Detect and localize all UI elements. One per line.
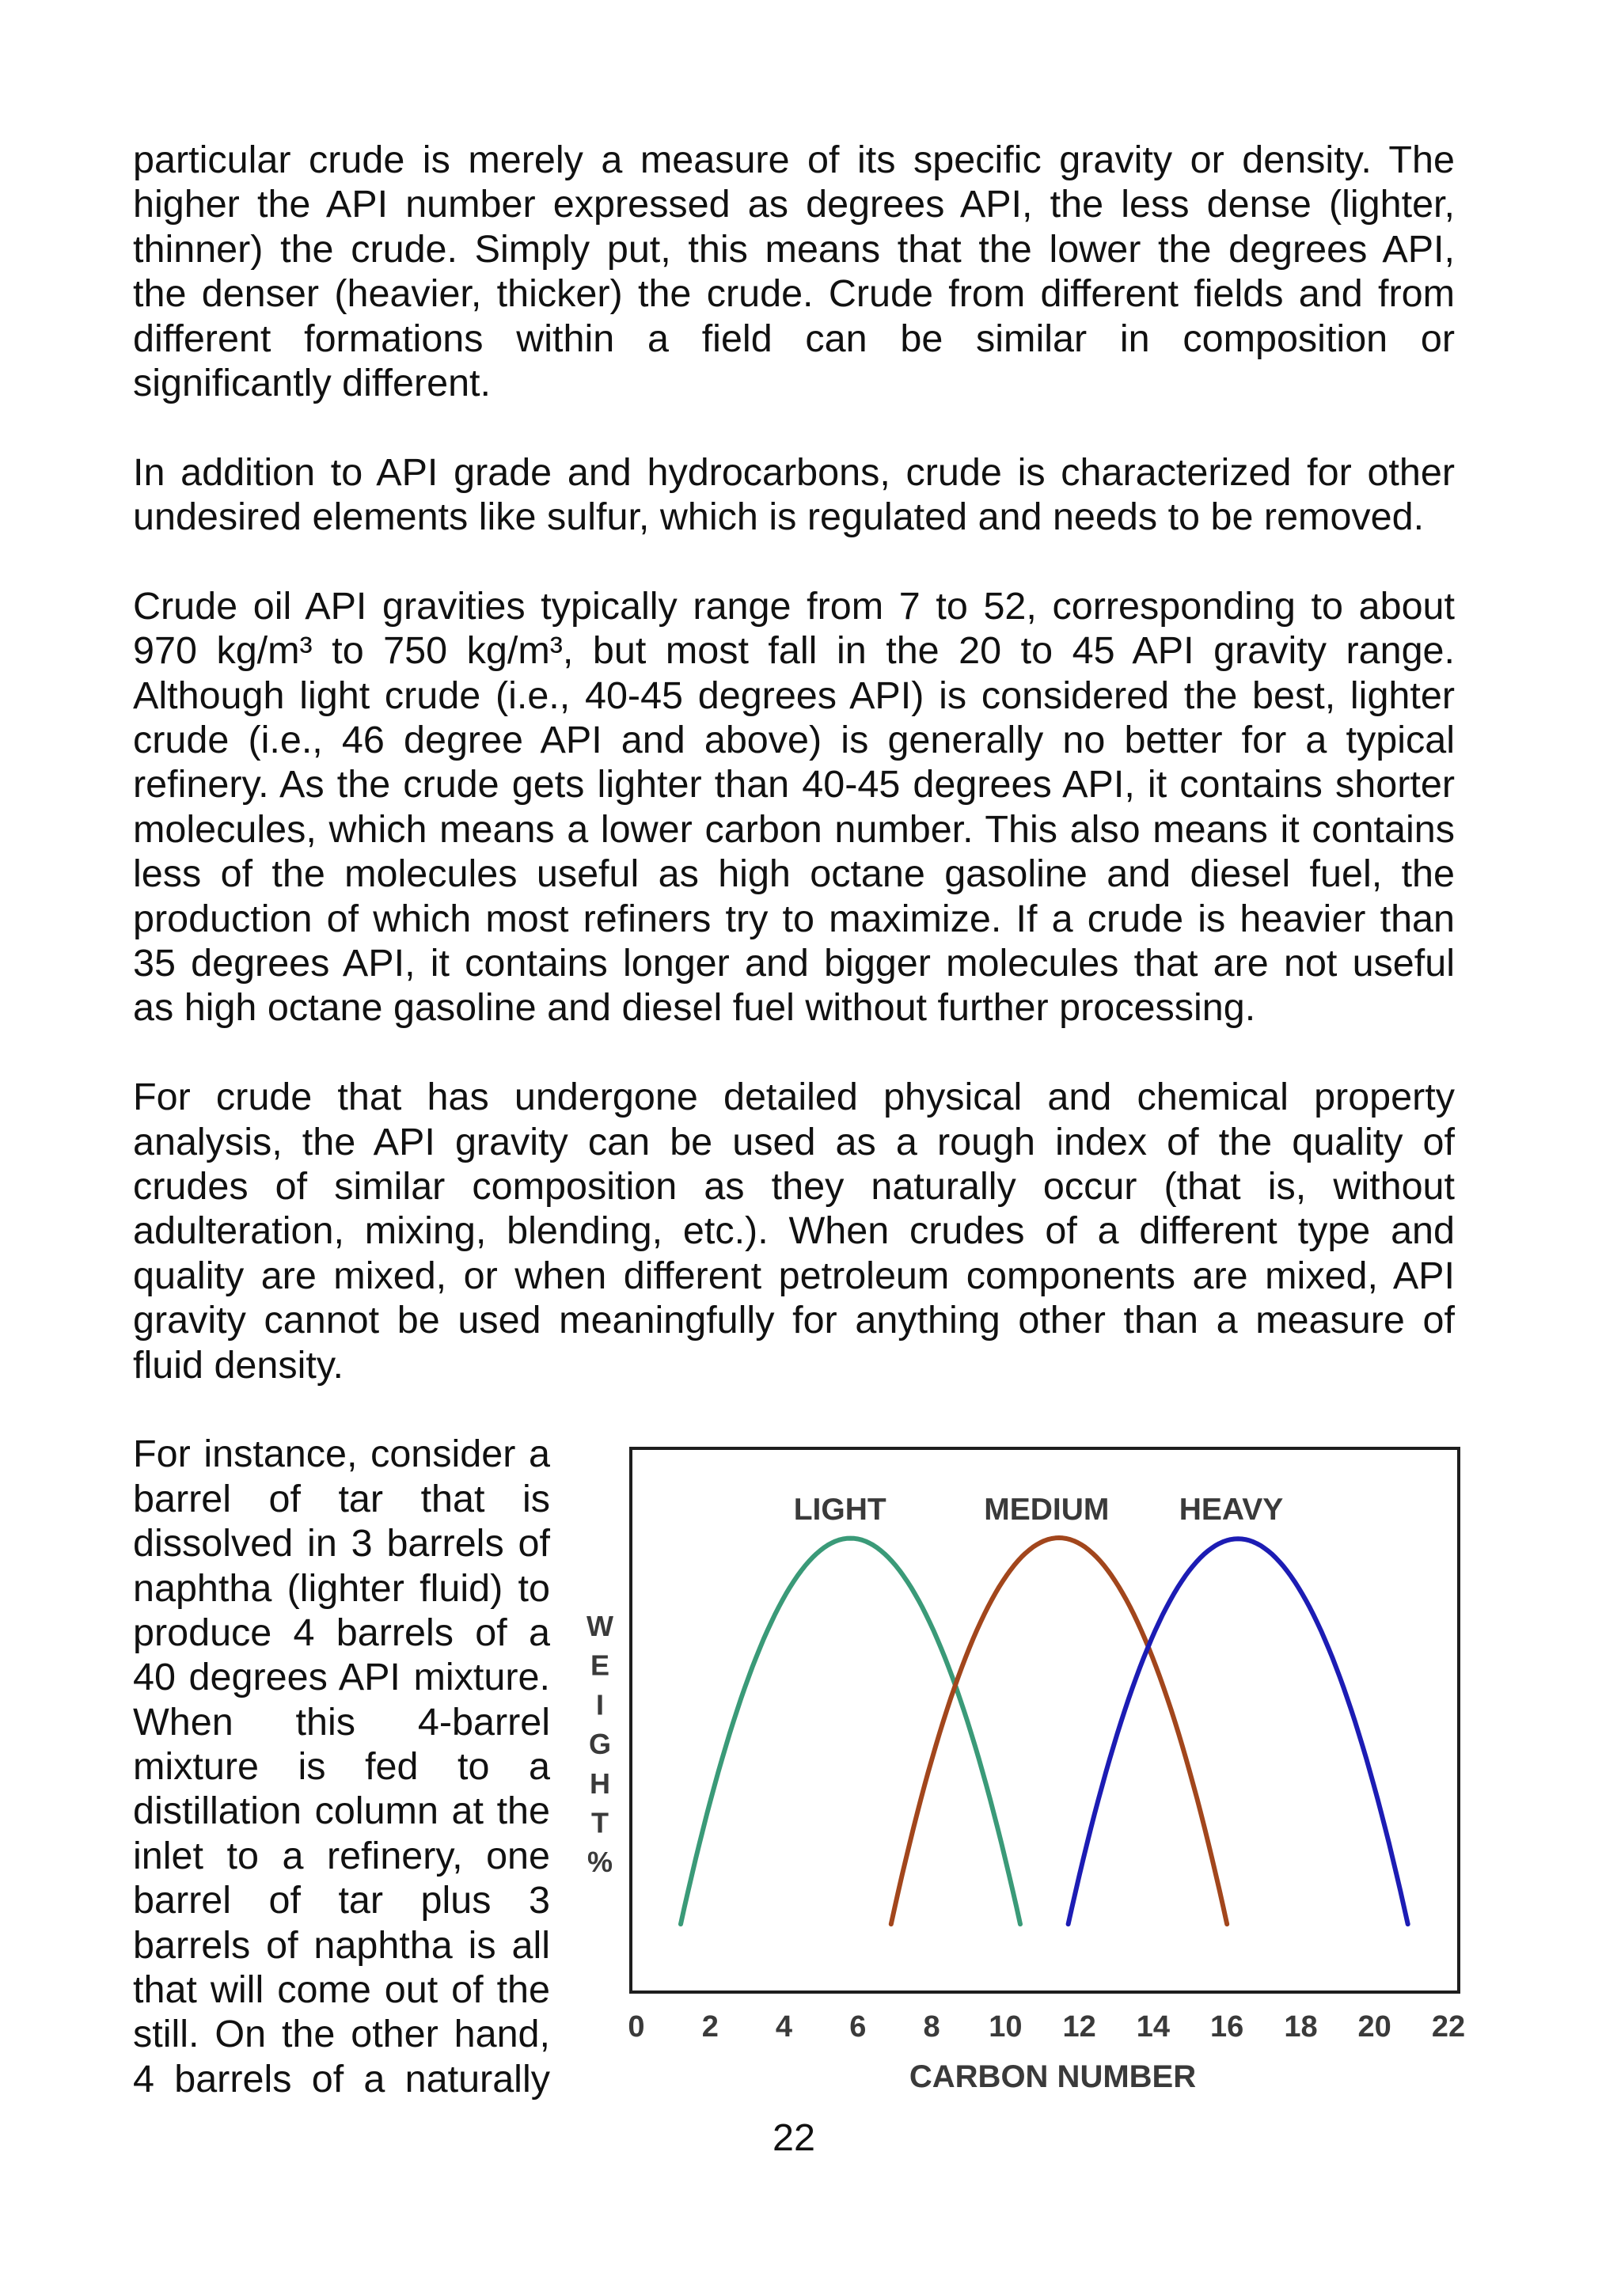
page-number: 22 [773, 2116, 815, 2159]
y-axis-label-letter: I [595, 1688, 605, 1721]
paragraph-line: barrel of tar plus 3 [133, 1879, 550, 1922]
paragraph-line: barrel of tar that is [133, 1477, 550, 1520]
x-tick-label: 0 [628, 2010, 645, 2044]
paragraph-line: crudes of similar composition as they naturally occur (that is, without [133, 1164, 1455, 1208]
paragraph-line: particular crude is merely a measure of its specific gravity or density. The [133, 139, 1455, 181]
paragraph-line: 4 barrels of a naturally [133, 2057, 550, 2101]
x-tick-label: 14 [1136, 2010, 1171, 2044]
y-axis-label [587, 1610, 613, 1878]
paragraph-line: analysis, the API gravity can be used as a rough index of the quality of [133, 1120, 1455, 1163]
paragraph [133, 584, 1455, 1030]
paragraph-line: thinner) the crude. Simply put, this means that the lower the degrees API, [133, 227, 1455, 271]
paragraph-line: Crude oil API gravities typically range from 7 to 52, corresponding to about [133, 584, 1455, 628]
paragraph-line: crude (i.e., 46 degree API and above) is generally no better for a typical [133, 719, 1455, 762]
paragraph-line: dissolved in 3 barrels of [133, 1522, 550, 1565]
paragraph-line: less of the molecules useful as high octane gasoline and diesel fuel, the [133, 852, 1455, 896]
series-line-medium [891, 1538, 1227, 1924]
paragraph-line: mixture is fed to a [133, 1745, 550, 1789]
carbon-number-chart [570, 1440, 1504, 2113]
paragraph-line: 970 kg/m³ to 750 kg/m³, but most fall in the 20 to 45 API gravity range. [133, 629, 1455, 673]
x-tick-label: 22 [1431, 2010, 1466, 2044]
x-axis-tick-labels [628, 2010, 1465, 2044]
plot-frame [631, 1448, 1459, 1992]
paragraph [133, 450, 1455, 540]
y-axis-label-letter: % [587, 1846, 613, 1879]
x-tick-label: 6 [849, 2010, 867, 2044]
paragraph-line: quality are mixed, or when different petroleum components are mixed, API [133, 1254, 1455, 1297]
paragraph-line: For instance, consider a [133, 1433, 550, 1476]
paragraph-line: refinery. As the crude gets lighter than 40-45 degrees API, it contains shorter [133, 763, 1455, 806]
paragraph-line: still. On the other hand, [133, 2013, 550, 2056]
series-lines [681, 1538, 1408, 1924]
series-label-light: LIGHT [793, 1493, 886, 1527]
paragraph-line: naphtha (lighter fluid) to [133, 1566, 550, 1610]
paragraph-line: produce 4 barrels of a [133, 1611, 550, 1654]
x-tick-label: 8 [923, 2010, 940, 2044]
paragraph-line: barrels of naphtha is all [133, 1923, 550, 1967]
y-axis-label-letter: G [588, 1728, 612, 1761]
x-tick-label: 16 [1210, 2010, 1244, 2044]
paragraph-line: For crude that has undergone detailed physical and chemical property [133, 1076, 1455, 1119]
x-tick-label: 12 [1062, 2010, 1096, 2044]
paragraph-line: as high octane gasoline and diesel fuel without further processing. [133, 986, 1256, 1030]
paragraph-line: In addition to API grade and hydrocarbons, crude is characterized for other [133, 450, 1455, 494]
paragraph-line: different formations within a field can be similar in composition or [133, 317, 1455, 360]
paragraph-line: the denser (heavier, thicker) the crude. Crude from different fields and from [133, 272, 1455, 316]
series-line-light [681, 1539, 1020, 1925]
y-axis-label-letter: E [590, 1649, 610, 1682]
y-axis-label-letter: W [587, 1610, 613, 1642]
paragraph-line: that will come out of the [133, 1968, 550, 2012]
y-axis-label-letter: T [591, 1806, 609, 1839]
x-axis-label: CARBON NUMBER [909, 2059, 1197, 2094]
x-tick-label: 4 [775, 2010, 793, 2044]
series-labels [794, 1493, 1284, 1527]
paragraph-line: distillation column at the [133, 1789, 550, 1833]
paragraph-line: 40 degrees API mixture. [133, 1656, 550, 1699]
paragraph [133, 1075, 1455, 1387]
paragraph-line: significantly different. [133, 361, 492, 404]
paragraph-line: Although light crude (i.e., 40-45 degrees API) is considered the best, lighter [133, 674, 1455, 717]
paragraph-line: molecules, which means a lower carbon number. This also means it contains [133, 807, 1455, 851]
x-tick-label: 10 [989, 2010, 1023, 2044]
paragraph-line: inlet to a refinery, one [133, 1834, 550, 1877]
paragraph-line: adulteration, mixing, blending, etc.). When crudes of a different type and [133, 1209, 1455, 1253]
y-axis-label-letter: H [590, 1767, 610, 1800]
series-label-heavy: HEAVY [1179, 1493, 1284, 1527]
x-tick-label: 18 [1284, 2010, 1318, 2044]
paragraph-line: undesired elements like sulfur, which is regulated and needs to be removed. [133, 495, 1425, 539]
paragraph-line: gravity cannot be used meaningfully for anything other than a measure of [133, 1299, 1455, 1342]
paragraph-line: production of which most refiners try to maximize. If a crude is heavier than [133, 897, 1455, 940]
paragraph-line: 35 degrees API, it contains longer and bigger molecules that are not useful [133, 942, 1455, 985]
paragraph-beside-figure [133, 1432, 550, 2101]
paragraph [133, 138, 1455, 405]
paragraph-line: When this 4-barrel [133, 1700, 550, 1744]
paragraph-line: fluid density. [133, 1343, 344, 1387]
x-tick-label: 20 [1357, 2010, 1391, 2044]
x-tick-label: 2 [701, 2010, 719, 2044]
paragraph-line: higher the API number expressed as degrees API, the less dense (lighter, [133, 183, 1455, 226]
series-line-heavy [1069, 1539, 1408, 1924]
series-label-medium: MEDIUM [984, 1493, 1110, 1527]
